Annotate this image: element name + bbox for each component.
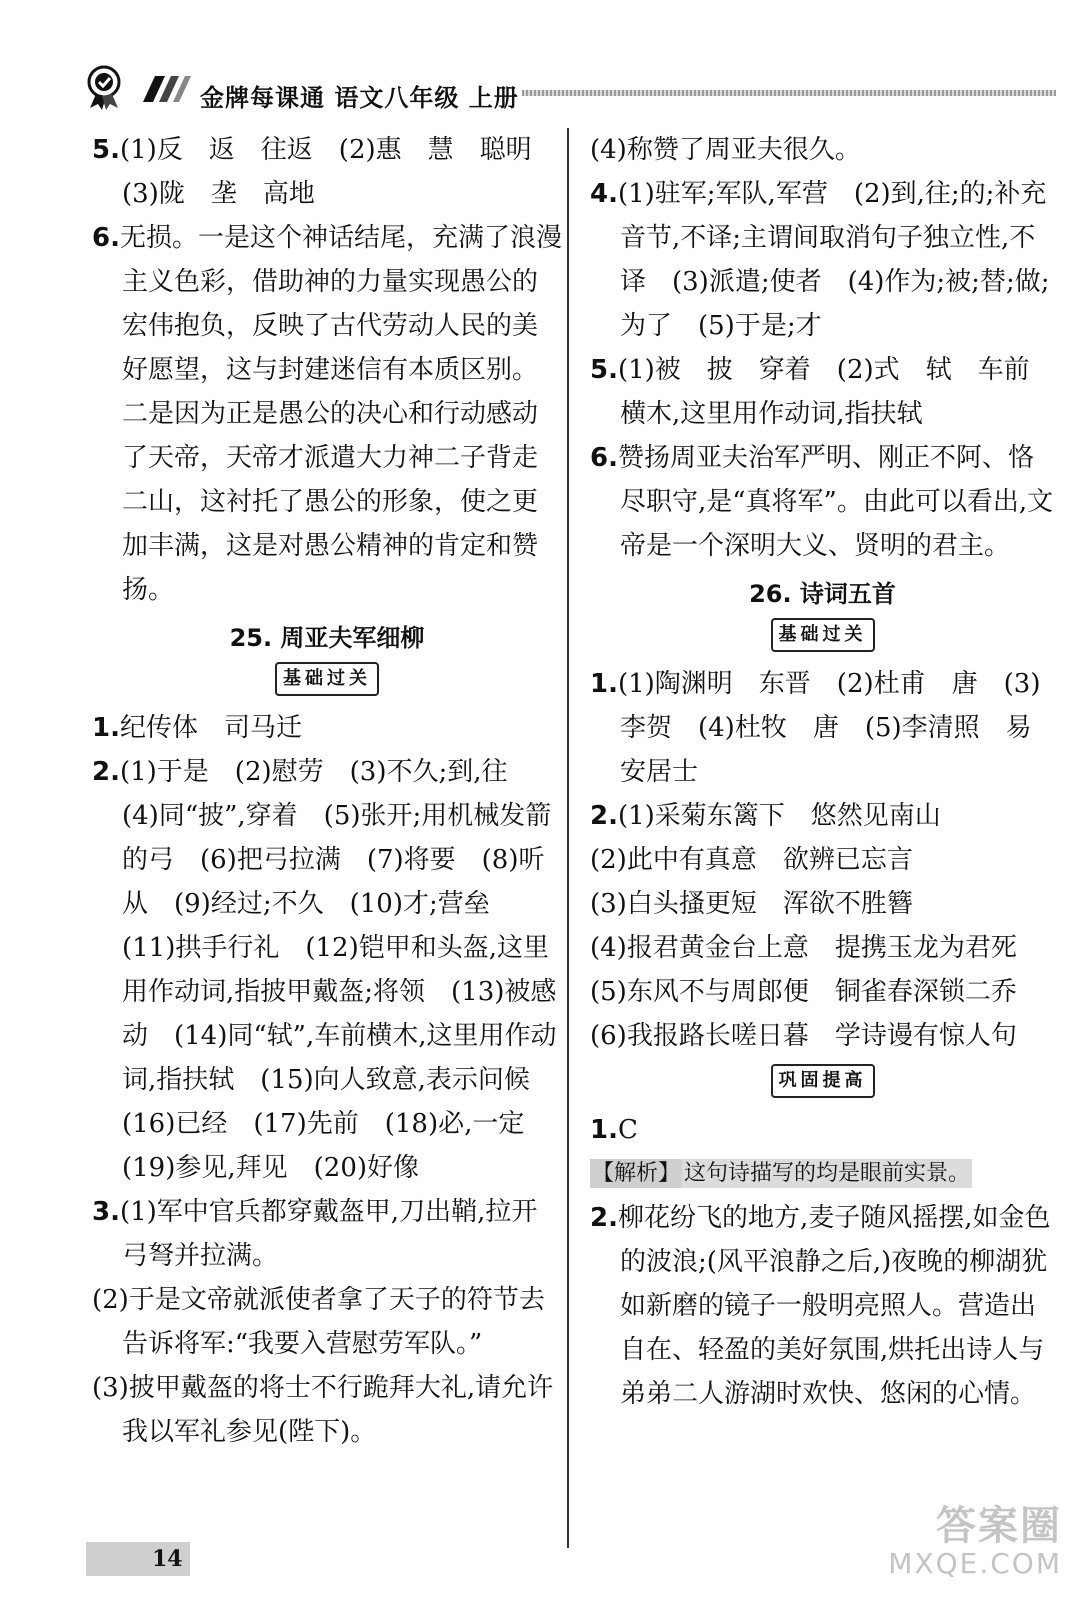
analysis-label: 【解析】 [592,1161,681,1186]
answer-item: 3.(1)军中官兵都穿戴盔甲,刀出鞘,拉开弓弩并拉满。 [92,1197,538,1271]
answer-item: 4.(1)驻军;军队,军营 (2)到,往;的;补充音节,不译;主谓间取消句子独立性,不译 (3)派遣;使者 (4)作为;被;替;做;为了 (5)于是;才 [590,179,1050,341]
column-divider [567,128,569,1548]
answer-item: (2)于是文帝就派使者拿了天子的符节去告诉将军:“我要入营慰劳军队。” [92,1285,545,1359]
answer-item: (3)披甲戴盔的将士不行跪拜大礼,请允许我以军礼参见(陛下)。 [92,1373,554,1447]
answer-item: (4)报君黄金台上意 提携玉龙为君死 [590,933,1017,963]
answer-item: 1.C [590,1115,638,1145]
answer-item: 2.(1)采菊东篱下 悠然见南山 [590,801,941,831]
answer-item: 2.(1)于是 (2)慰劳 (3)不久;到,往 (4)同“披”,穿着 (5)张开;用机械发箭的弓 (6)把弓拉满 (7)将要 (8)听从 (9)经过;不久 (10)才;营垒 (11)拱手行礼 (12)铠甲和头盔,这里用作动词,指披甲戴盔;将领 (13)被感动 (14)同“轼”,车前横木,这里用作动词,指扶轼 (15)向人致意,表示问候 (16)已经 (17)先前 (18)必,一定 (19)参见,拜见 (20)好像 [92,757,557,1183]
section-title: 26. 诗词五首 [749,580,896,608]
answer-item: 1.(1)陶渊明 东晋 (2)杜甫 唐 (3)李贺 (4)杜牧 唐 (5)李清照 易安居士 [590,669,1041,787]
answer-item: (2)此中有真意 欲辨已忘言 [590,845,913,875]
answer-item: (3)白头搔更短 浑欲不胜簪 [590,889,913,919]
page-number: 14 [152,1546,183,1572]
section-tag: 巩固提高 [771,1064,875,1098]
answer-item: (5)东风不与周郎便 铜雀春深锁二乔 [590,977,1017,1007]
page-header [0,0,1084,125]
answer-item: 6.赞扬周亚夫治军严明、刚正不阿、恪尽职守,是“真将军”。由此可以看出,文帝是一个深明大义、贤明的君主。 [590,443,1054,561]
watermark-url: MXQE.COM [888,1547,1062,1580]
analysis-note [590,1154,1055,1194]
section-title: 25. 周亚夫军细柳 [229,624,425,652]
header-rule [522,90,1056,96]
book-title: 金牌每课通 语文八年级 上册 [200,84,519,112]
watermark [888,1504,1062,1580]
answer-item: 1.纪传体 司马迁 [92,713,302,743]
section-tag: 基础过关 [275,662,379,696]
answer-item: 6.无损。一是这个神话结尾，充满了浪漫主义色彩，借助神的力量实现愚公的宏伟抱负，反映了古代劳动人民的美好愿望，这与封建迷信有本质区别。二是因为正是愚公的决心和行动感动了天帝，天帝才派遣大力神二子背走二山，这衬托了愚公的形象，使之更加丰满，这是对愚公精神的肯定和赞扬。 [92,223,562,605]
stripe-decoration-icon [135,76,195,102]
answer-item: (6)我报路长嗟日暮 学诗谩有惊人句 [590,1021,1017,1051]
left-column [92,128,562,1454]
section-tag: 基础过关 [771,618,875,652]
medal-icon [84,62,136,112]
answer-item: 5.(1)被 披 穿着 (2)式 轼 车前横木,这里用作动词,指扶轼 [590,355,1030,429]
watermark-logo-text: 答案圈 [936,1503,1062,1549]
analysis-text: 这句诗描写的均是眼前实景。 [684,1161,971,1186]
answer-item: (4)称赞了周亚夫很久。 [590,135,861,165]
right-column [590,128,1055,1416]
answer-item: 5.(1)反 返 往返 (2)惠 慧 聪明 (3)陇 垄 高地 [92,135,558,209]
answer-item: 2.柳花纷飞的地方,麦子随风摇摆,如金色的波浪;(风平浪静之后,)夜晚的柳湖犹如新磨的镜子一般明亮照人。营造出自在、轻盈的美好氛围,烘托出诗人与弟弟二人游湖时欢快、悠闲的心情。 [590,1203,1051,1409]
